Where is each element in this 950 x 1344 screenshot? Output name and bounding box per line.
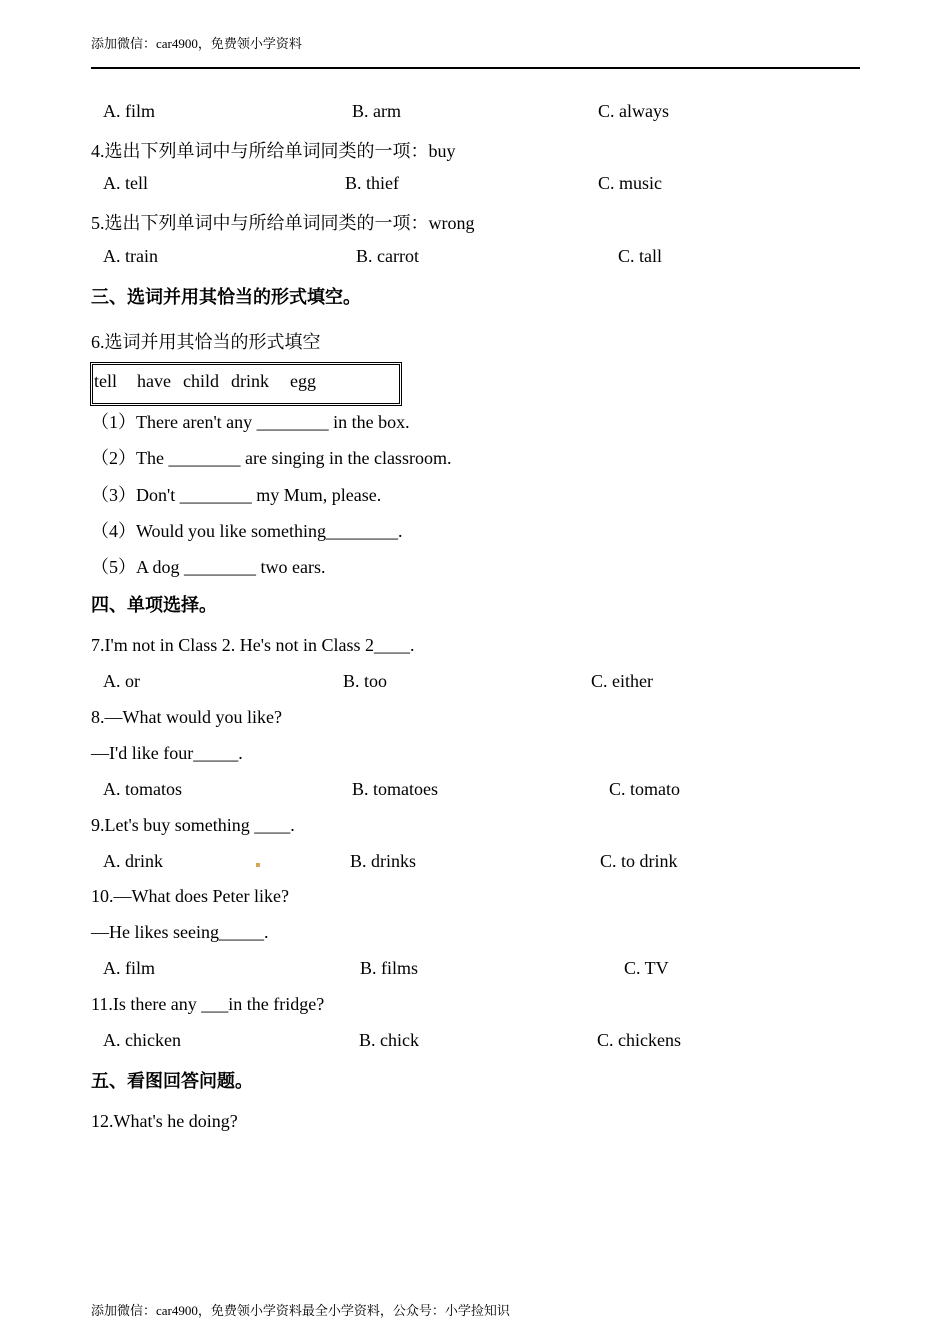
q6-item: （5）A dog ________ two ears. xyxy=(91,557,326,577)
word-bank-word: egg xyxy=(290,371,316,391)
q6-item: （1）There aren't any ________ in the box. xyxy=(91,412,410,432)
q4-option-c: C. music xyxy=(598,173,663,193)
q10-question-line2: —He likes seeing_____. xyxy=(91,922,269,942)
q9-option-c: C. to drink xyxy=(600,851,678,871)
q5-option-c: C. tall xyxy=(618,246,662,266)
q6-question: 6.选词并用其恰当的形式填空 xyxy=(91,332,321,352)
q8-question-line2: —I'd like four_____. xyxy=(91,743,243,763)
page-header: 添加微信：car4900，免费领小学资料 xyxy=(91,36,302,51)
section-4-title: 四、单项选择。 xyxy=(91,595,217,616)
q8-question-line1: 8.—What would you like? xyxy=(91,707,282,727)
q6-item: （3）Don't ________ my Mum, please. xyxy=(91,485,382,505)
q3-option-a: A. film xyxy=(103,101,155,121)
q3-option-b: B. arm xyxy=(352,101,401,121)
q5-option-a: A. train xyxy=(103,246,158,266)
q9-option-a: A. drink xyxy=(103,851,163,871)
q7-question: 7.I'm not in Class 2. He's not in Class 2____. xyxy=(91,635,415,655)
q8-option-c: C. tomato xyxy=(609,779,680,799)
q6-item: （2）The ________ are singing in the classroom. xyxy=(91,448,452,468)
q6-item: （4）Would you like something________. xyxy=(91,521,403,541)
page-footer: 添加微信：car4900，免费领小学资料最全小学资料，公众号：小学捡知识 xyxy=(91,1303,510,1318)
q4-option-a: A. tell xyxy=(103,173,148,193)
q11-option-c: C. chickens xyxy=(597,1030,681,1050)
header-divider xyxy=(91,67,860,69)
q3-option-c: C. always xyxy=(598,101,669,121)
section-3-title: 三、选词并用其恰当的形式填空。 xyxy=(91,287,361,308)
q7-option-c: C. either xyxy=(591,671,653,691)
q8-option-a: A. tomatos xyxy=(103,779,182,799)
q4-option-b: B. thief xyxy=(345,173,399,193)
q7-option-b: B. too xyxy=(343,671,388,691)
q10-option-a: A. film xyxy=(103,958,155,978)
q8-option-b: B. tomatoes xyxy=(352,779,438,799)
q10-option-c: C. TV xyxy=(624,958,669,978)
section-5-title: 五、看图回答问题。 xyxy=(91,1071,253,1092)
q11-option-a: A. chicken xyxy=(103,1030,181,1050)
q12-question: 12.What's he doing? xyxy=(91,1111,238,1131)
q4-question: 4.选出下列单词中与所给单词同类的一项：buy xyxy=(91,141,456,161)
q5-question: 5.选出下列单词中与所给单词同类的一项：wrong xyxy=(91,213,475,233)
q9-question: 9.Let's buy something ____. xyxy=(91,815,295,835)
word-bank-box xyxy=(90,362,402,406)
q10-question-line1: 10.—What does Peter like? xyxy=(91,886,289,906)
q5-option-b: B. carrot xyxy=(356,246,419,266)
q11-option-b: B. chick xyxy=(359,1030,419,1050)
q10-option-b: B. films xyxy=(360,958,419,978)
stray-dot-mark xyxy=(256,863,260,867)
word-bank-word: tell xyxy=(94,371,117,391)
q9-option-b: B. drinks xyxy=(350,851,417,871)
word-bank-word: child xyxy=(183,371,219,391)
word-bank-word: have xyxy=(137,371,171,391)
q11-question: 11.Is there any ___in the fridge? xyxy=(91,994,325,1014)
word-bank-word: drink xyxy=(231,371,269,391)
q7-option-a: A. or xyxy=(103,671,140,691)
